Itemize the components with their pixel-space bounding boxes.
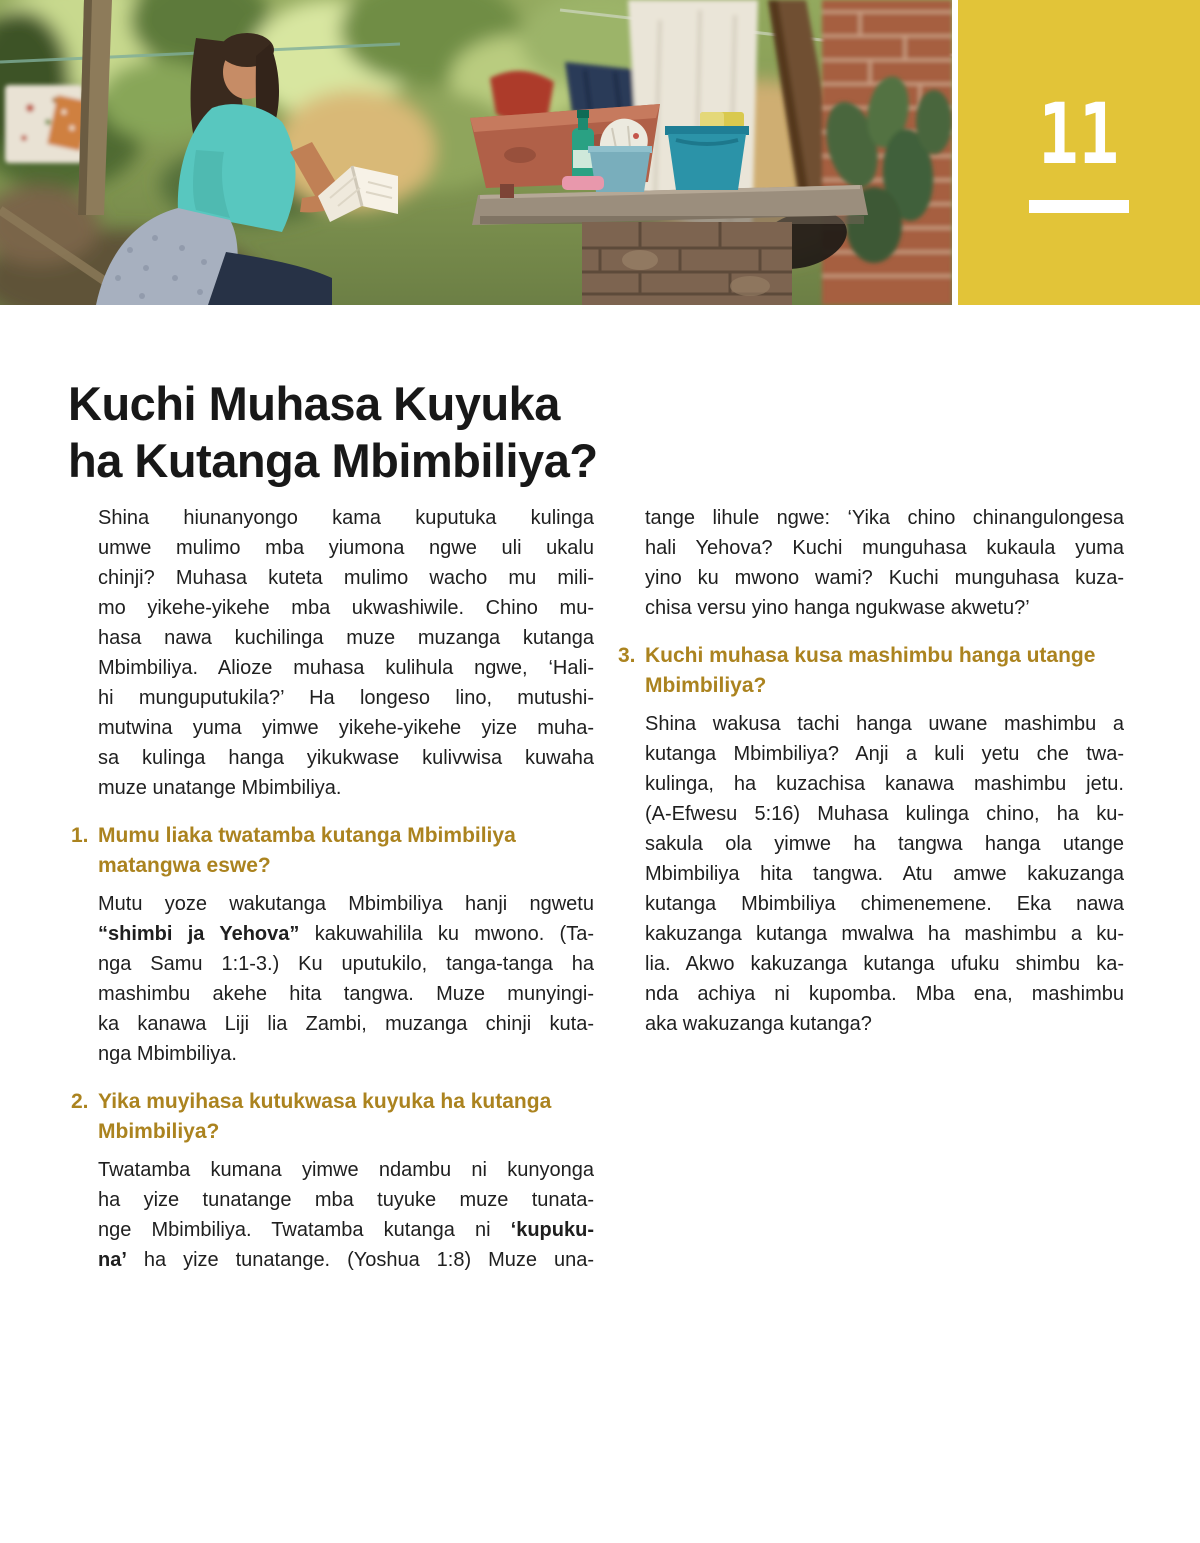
text-line: Mbimbiliya? [98,1120,220,1143]
question-3-number: 3. [618,644,636,667]
text-line: sakula ola yimwe ha tangwa hanga utange [645,833,1124,855]
text-line: nge Mbimbiliya. Twatamba kutanga ni ‘kupuku- [98,1219,594,1241]
text-line: hi munguputukila?’ Ha longeso lino, mutushi- [98,687,594,709]
text-line: ha yize tunatange mba tuyuke muze tunata- [98,1189,594,1211]
text-line: yino ku mwono wami? Kuchi munguhasa kuza- [645,567,1124,589]
text-line: matangwa eswe? [98,854,271,877]
text-line: lia. Akwo kakuzanga kutanga ufuku shimbu ka- [645,953,1124,975]
text-line: umwe mulimo mba yiumona ngwe uli ukalu [98,537,594,559]
text-line: kutanga Mbimbiliya? Anji a kuli yetu che twa- [645,743,1124,765]
text-line: mutwina yuma yimwe yikehe-yikehe yize muha- [98,717,594,739]
question-1-number: 1. [71,824,89,847]
question-2-paragraph [98,1155,594,1275]
question-3-heading [618,641,1124,701]
question-2-paragraph-continued [645,503,1124,623]
lesson-number: 11 [1038,85,1120,183]
text-line: muze unatange Mbimbiliya. [98,777,342,799]
text-line: Kuchi muhasa kusa mashimbu hanga utange [645,644,1096,667]
text-line: nga Samu 1:1-3.) Ku uputukilo, tanga-tanga ha [98,953,594,975]
article-body [71,503,1124,1293]
photo-illustration [0,0,952,305]
text-line: Yika muyihasa kutukwasa kuyuka ha kutanga [98,1090,552,1113]
text-line: Shina hiunanyongo kama kuputuka kulinga [98,507,594,529]
text-line: Shina wakusa tachi hanga uwane mashimbu a [645,713,1124,735]
question-2-heading [71,1087,594,1147]
text-line: Mbimbiliya hita tangwa. Atu amwe kakuzanga [645,863,1124,885]
text-line: chisa versu yino hanga ngukwase akwetu?’ [645,597,1030,619]
text-line: aka wakuzanga kutanga? [645,1013,872,1035]
text-line: nga Mbimbiliya. [98,1043,237,1065]
text-line: kutanga Mbimbiliya chimenemene. Eka nawa [645,893,1124,915]
lesson-photo [0,0,952,305]
text-line: tange lihule ngwe: ‘Yika chino chinangulongesa [645,507,1124,529]
text-line: sa kulinga hanga yikukwase kulivwisa kuwaha [98,747,594,769]
question-1-heading [71,821,594,881]
column-right [618,503,1124,1293]
lesson-underline [1029,200,1129,213]
page-title-line-1: Kuchi Muhasa Kuyuka [68,377,560,431]
question-2-number: 2. [71,1090,89,1113]
text-line: ka kanawa Liji lia Zambi, muzanga chinji kuta- [98,1013,594,1035]
question-1-paragraph [98,889,594,1069]
text-line: chinji? Muhasa kuteta mulimo wacho mu mili- [98,567,594,589]
text-line: kulinga, ha kuzachisa kanawa mashimbu jetu. [645,773,1124,795]
text-line: hasa nawa kuchilinga muze muzanga kutanga [98,627,594,649]
text-line: hali Yehova? Kuchi munguhasa kukaula yuma [645,537,1124,559]
text-line: Mbimbiliya? [645,674,767,697]
text-line: mo yikehe-yikehe mba ukwashiwile. Chino mu- [98,597,594,619]
page-title [68,375,598,489]
text-line: “shimbi ja Yehova” kakuwahilila ku mwono. (Ta- [98,923,594,945]
text-line: kakuzanga kutanga mwalwa ha mashimbu a ku- [645,923,1124,945]
text-line: Mumu liaka twatamba kutanga Mbimbiliya [98,824,516,847]
text-line: na’ ha yize tunatange. (Yoshua 1:8) Muze una- [98,1249,594,1271]
text-line: mashimbu akehe hita tangwa. Muze munyingi- [98,983,594,1005]
lesson-number-badge [958,0,1200,305]
page-title-line-2: ha Kutanga Mbimbiliya? [68,434,598,488]
column-left [71,503,594,1293]
question-3-paragraph [645,709,1124,1039]
text-line: Twatamba kumana yimwe ndambu ni kunyonga [98,1159,594,1181]
text-line: (A-Efwesu 5:16) Muhasa kulinga chino, ha ku- [645,803,1124,825]
text-line: nda achiya ni kupomba. Mba ena, mashimbu [645,983,1124,1005]
intro-paragraph [98,503,594,803]
text-line: Mbimbiliya. Alioze muhasa kulihula ngwe, ‘Hali- [98,657,594,679]
text-line: Mutu yoze wakutanga Mbimbiliya hanji ngwetu [98,893,594,915]
